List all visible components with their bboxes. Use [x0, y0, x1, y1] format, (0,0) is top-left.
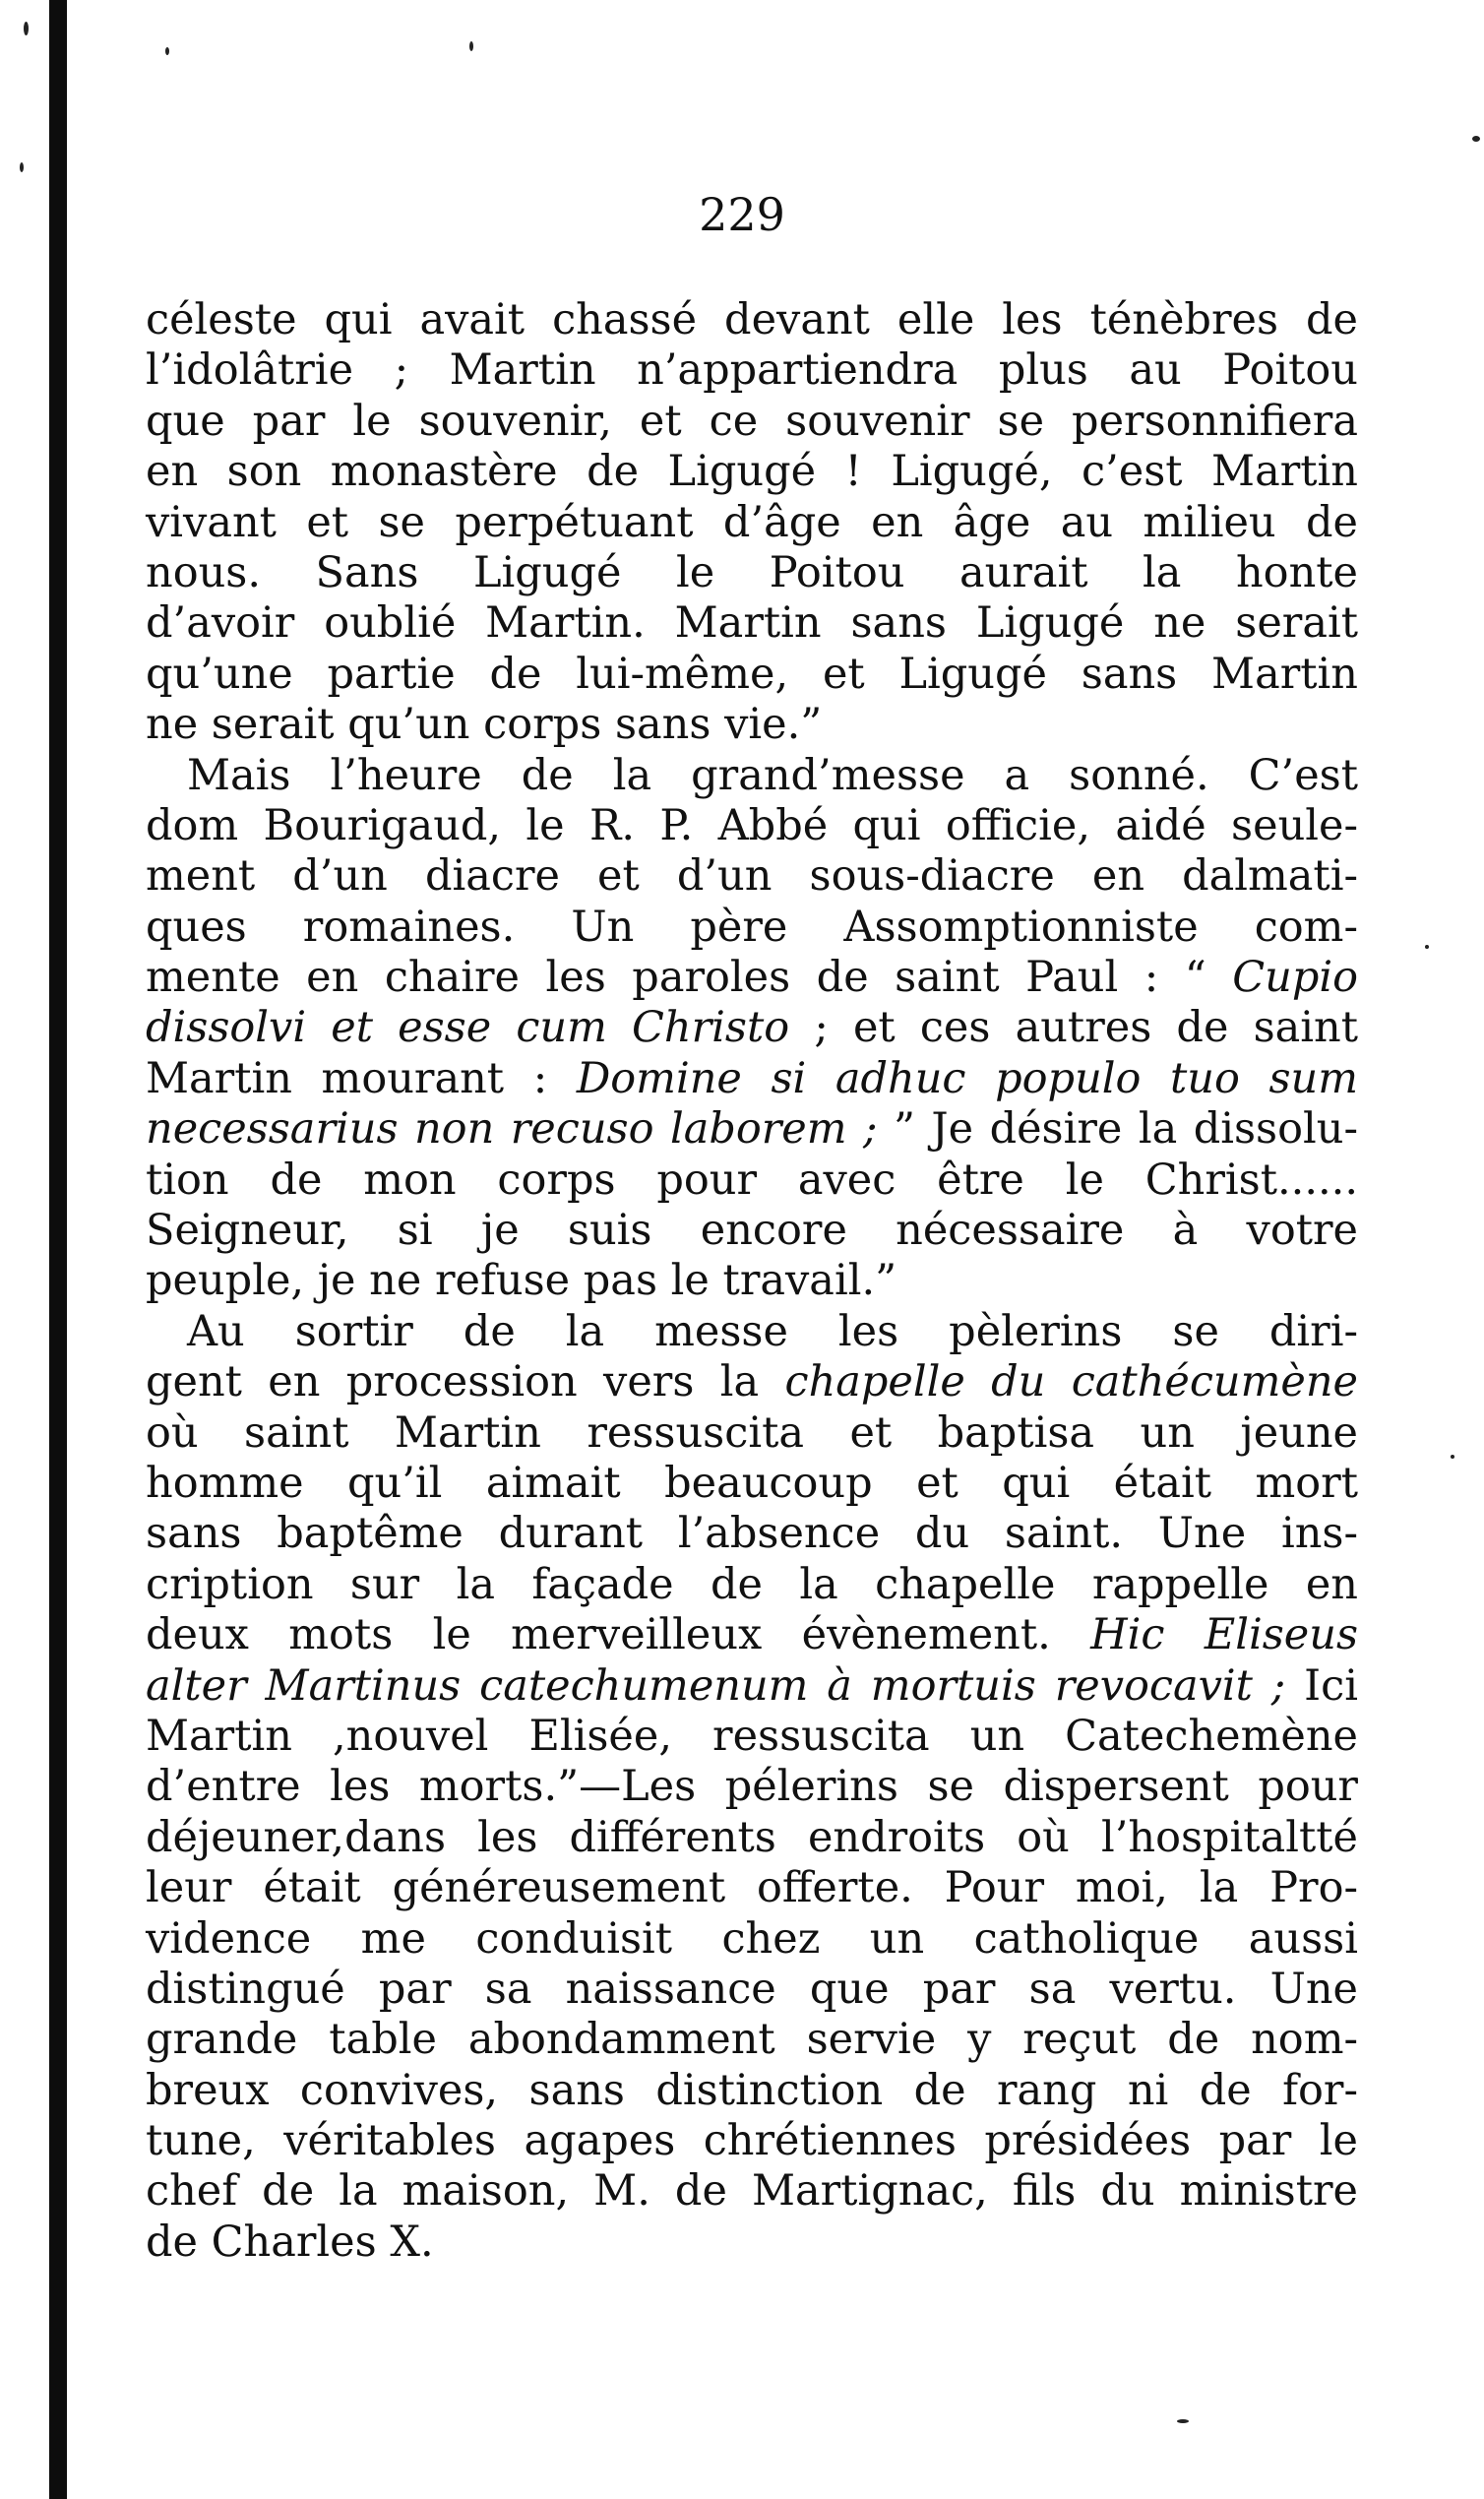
latin-quote: Cupio [1232, 953, 1359, 1003]
text-line: cription sur la façade de la chapelle rappelle en [146, 1559, 1358, 1609]
text-line: céleste qui avait chassé devant elle les ténèbres de [146, 295, 1358, 344]
text-line: sans baptême durant l’absence du saint. Une ins- [146, 1509, 1358, 1559]
text-line: tion de mon corps pour avec être le Christ...... [146, 1155, 1358, 1205]
text-line [146, 1054, 1358, 1104]
ink-speck [1451, 1455, 1454, 1459]
text-line [146, 1661, 1358, 1712]
text-line: tune, véritables agapes chrétiennes présidées par le [146, 2116, 1358, 2166]
page-binding-edge [49, 0, 67, 2499]
text-line: vivant et se perpétuant d’âge en âge au milieu de [146, 497, 1358, 547]
ink-speck [165, 47, 169, 55]
text-line: Martin ,nouvel Elisée, ressuscita un Catechemène [146, 1711, 1358, 1761]
ink-speck [20, 162, 24, 172]
line-segment: Martin mourant : [146, 1053, 548, 1103]
text-line: Seigneur, si je suis encore nécessaire à votre [146, 1206, 1358, 1256]
ink-speck [24, 22, 29, 35]
chapel-name: chapelle du cathécumène [784, 1357, 1358, 1407]
latin-inscription: alter Martinus catechumenum à mortuis revocavit ; [146, 1660, 1286, 1711]
ink-speck [1177, 2419, 1189, 2423]
ink-speck [1472, 136, 1480, 142]
text-line: l’idolâtrie ; Martin n’appartiendra plus au Poitou [146, 345, 1358, 396]
text-line [146, 1357, 1358, 1407]
text-line: homme qu’il aimait beaucoup et qui était mort [146, 1458, 1358, 1508]
text-line: nous. Sans Ligugé le Poitou aurait la honte [146, 547, 1358, 597]
text-line: qu’une partie de lui-même, et Ligugé sans Martin [146, 649, 1358, 699]
line-segment: ; et ces autres de saint [814, 1003, 1358, 1053]
line-segment: deux mots le merveilleux évènement. [146, 1610, 1051, 1660]
text-line: où saint Martin ressuscita et baptisa un jeune [146, 1407, 1358, 1458]
text-line: distingué par sa naissance que par sa vertu. Une [146, 1964, 1358, 2014]
text-line: peuple, je ne refuse pas le travail.” [146, 1256, 897, 1306]
latin-quote: necessarius non recuso laborem ; [146, 1104, 878, 1155]
body-text [146, 295, 1358, 2268]
text-line: ne serait qu’un corps sans vie.” [146, 700, 823, 750]
line-segment: gent en procession vers la [146, 1357, 760, 1407]
text-line: vidence me conduisit chez un catholique aussi [146, 1913, 1358, 1964]
line-segment: Ici [1304, 1660, 1358, 1711]
text-line: leur était généreusement offerte. Pour moi, la Pro- [146, 1863, 1358, 1913]
text-line: ment d’un diacre et d’un sous-diacre en dalmati- [146, 851, 1358, 902]
line-segment: mente en chaire les paroles de saint Paul : “ [146, 953, 1206, 1003]
text-line: Au sortir de la messe les pèlerins se diri- [187, 1306, 1358, 1356]
text-line: en son monastère de Ligugé ! Ligugé, c’est Martin [146, 447, 1358, 497]
text-line [146, 1610, 1358, 1660]
text-line [146, 1104, 1358, 1155]
text-line: de Charles X. [146, 2217, 434, 2267]
text-line: grande table abondamment servie y reçut de nom- [146, 2015, 1358, 2065]
text-line [146, 953, 1358, 1003]
text-line [146, 1003, 1358, 1053]
ink-speck [1425, 945, 1429, 949]
text-line: dom Bourigaud, le R. P. Abbé qui officie, aidé seule- [146, 800, 1358, 850]
text-line: d’avoir oublié Martin. Martin sans Ligugé ne serait [146, 598, 1358, 649]
text-line: ques romaines. Un père Assomptionniste com- [146, 902, 1358, 952]
line-segment: ” Je désire la dissolu- [893, 1104, 1358, 1155]
text-line: chef de la maison, M. de Martignac, fils du ministre [146, 2166, 1358, 2217]
text-line: breux convives, sans distinction de rang ni de for- [146, 2065, 1358, 2115]
text-line: que par le souvenir, et ce souvenir se personnifiera [146, 396, 1358, 446]
latin-inscription: Hic Eliseus [1090, 1610, 1359, 1660]
ink-speck [469, 41, 473, 51]
text-line: Mais l’heure de la grand’messe a sonné. C’est [187, 750, 1358, 800]
text-line: d’entre les morts.”—Les pélerins se dispersent pour [146, 1762, 1358, 1812]
page-number: 229 [699, 188, 785, 241]
latin-quote: Domine si adhuc populo tuo sum [576, 1053, 1359, 1103]
text-line: déjeuner,dans les différents endroits où l’hospitaltté [146, 1812, 1358, 1862]
latin-quote: dissolvi et esse cum Christo [146, 1003, 790, 1053]
